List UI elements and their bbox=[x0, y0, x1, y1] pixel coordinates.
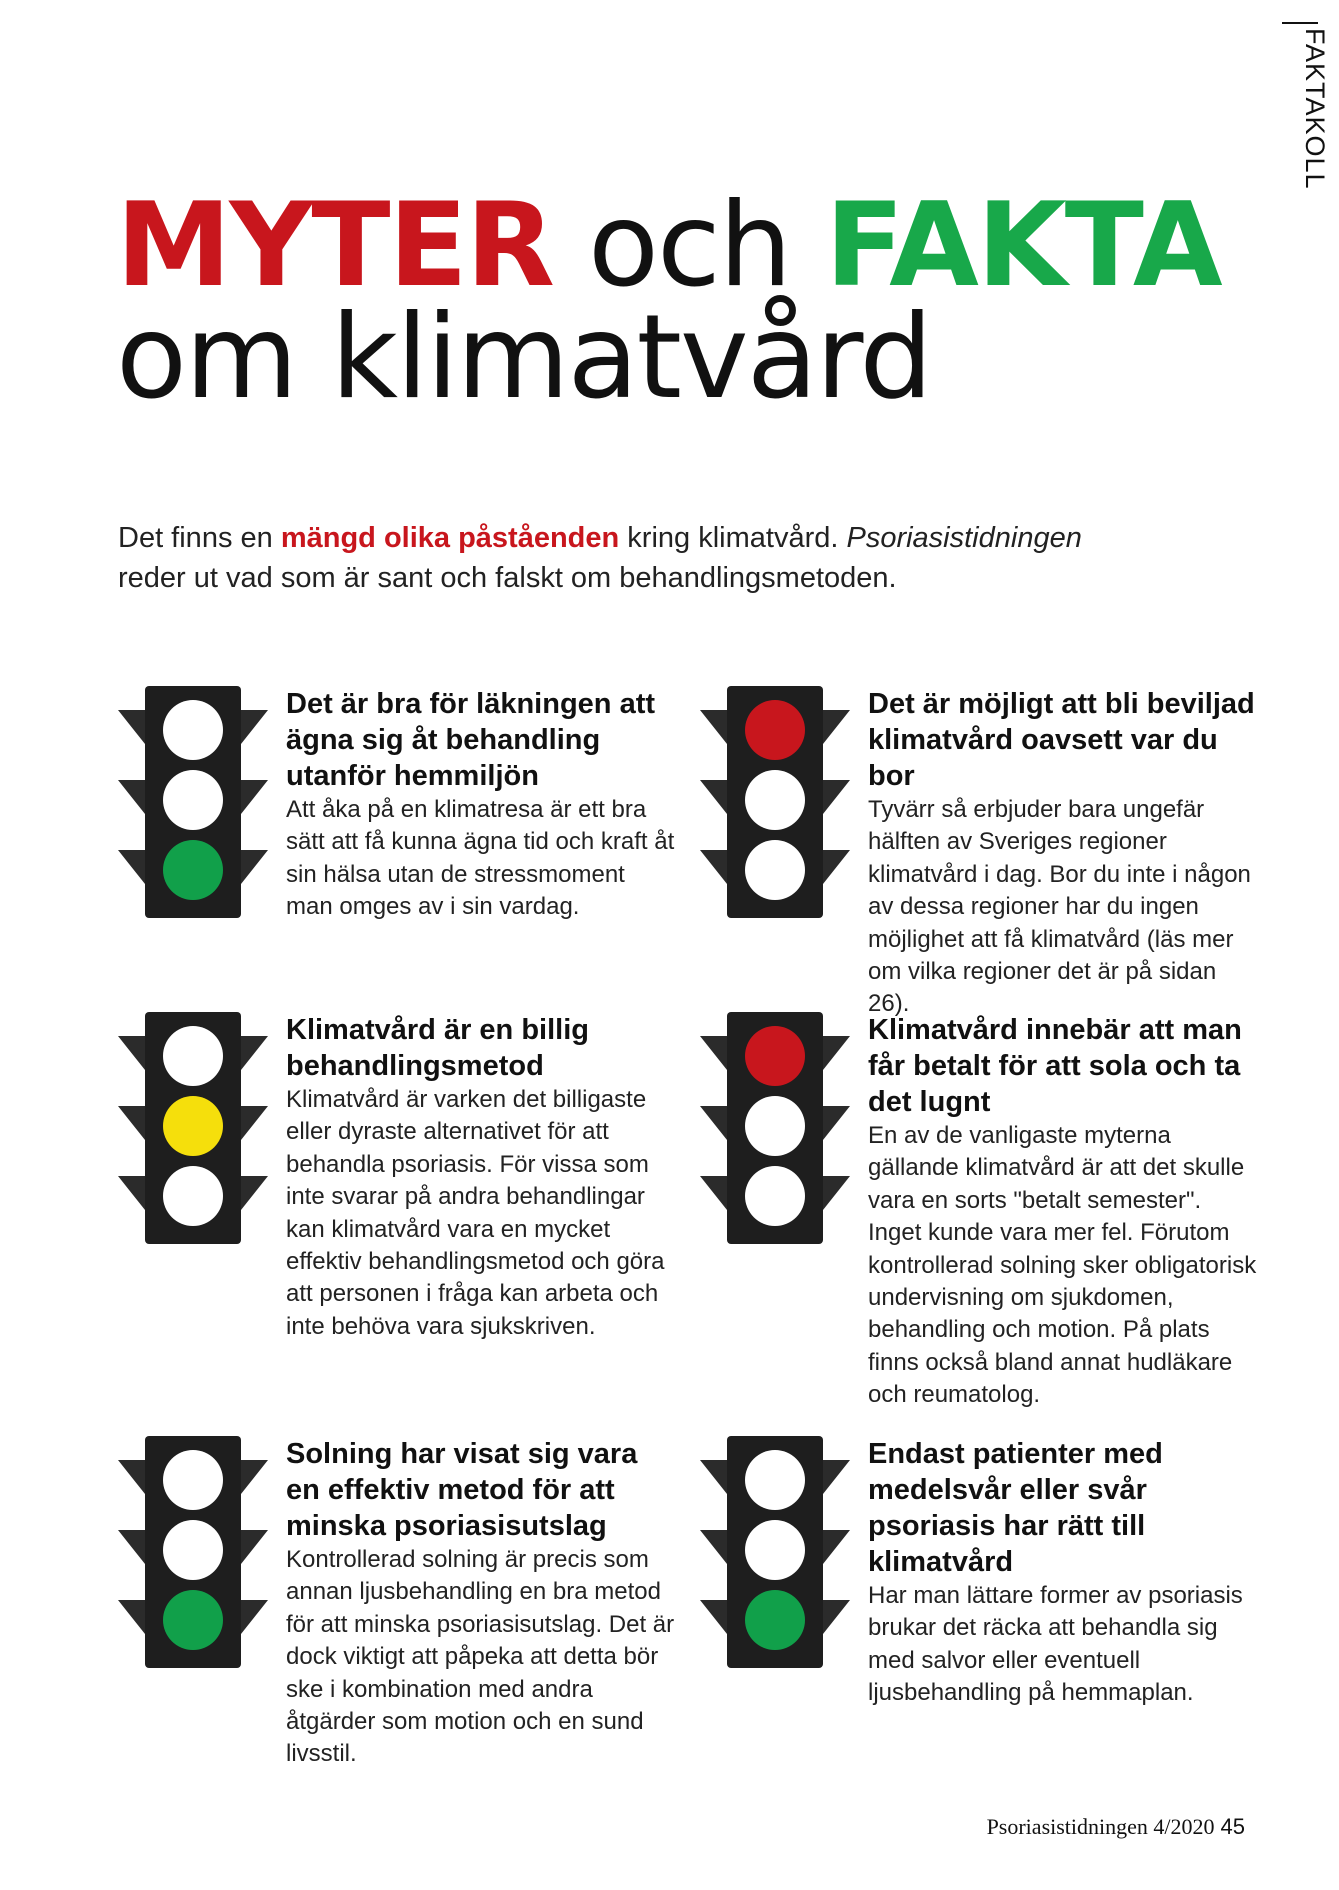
lamp-top bbox=[163, 700, 223, 760]
page-title bbox=[116, 178, 1221, 425]
card-heading: Solning har visat sig vara en effektiv metod för att minska psoriasisutslag bbox=[286, 1438, 638, 1542]
traffic-light-icon bbox=[118, 1436, 268, 1668]
lamp-bottom bbox=[163, 1166, 223, 1226]
traffic-light-icon bbox=[700, 686, 850, 918]
title-myths: MYTER bbox=[116, 178, 554, 313]
intro-part-2: kring klimatvård. bbox=[619, 522, 847, 554]
card-body: Att åka på en klimatresa är ett bra sätt att få kunna ägna tid och kraft åt sin hälsa utan de stressmoment man omges av i sin vardag. bbox=[286, 796, 675, 921]
lamp-middle bbox=[745, 770, 805, 830]
card-body: En av de vanligaste myterna gällande klimatvård är att det skulle vara en sorts "betalt semester". Inget kunde vara mer fel. Förutom kontrollerad solning sker obligatorisk undervisning om sjukdomen, behandling och motion. På plats finns också bland annat hudläkare och reumatolog. bbox=[868, 1122, 1257, 1409]
lamp-red-lit bbox=[745, 700, 805, 760]
card-body: Klimatvård är varken det billigaste eller dyraste alternativet för att behandla psoriasis. För vissa som inte svarar på andra behandlingar kan klimatvård vara en mycket effektiv behandlingsmetod och göra att personen i fråga kan arbeta och inte behöva vara sjukskriven. bbox=[286, 1086, 665, 1340]
intro-paragraph bbox=[118, 518, 1118, 598]
section-tab bbox=[1282, 22, 1330, 192]
title-line-2: om klimatvård bbox=[116, 290, 932, 425]
lamp-top bbox=[745, 1450, 805, 1510]
card-heading: Det är möjligt att bli beviljad klimatvård oavsett var du bor bbox=[868, 688, 1255, 792]
lamp-bottom bbox=[745, 840, 805, 900]
card-heading: Klimatvård innebär att man får betalt för att sola och ta det lugnt bbox=[868, 1014, 1242, 1118]
section-label: FAKTAKOLL bbox=[1300, 28, 1330, 190]
intro-highlight: mängd olika påståenden bbox=[280, 522, 620, 554]
intro-publication: Psoriasistidningen bbox=[846, 522, 1082, 554]
traffic-light-icon bbox=[118, 686, 268, 918]
lamp-green-lit bbox=[163, 1590, 223, 1650]
card-heading: Det är bra för läkningen att ägna sig åt behandling utanför hemmiljön bbox=[286, 688, 656, 792]
traffic-light-icon bbox=[700, 1012, 850, 1244]
title-facts: FAKTA bbox=[825, 178, 1221, 313]
page-footer bbox=[987, 1814, 1245, 1840]
traffic-light-icon bbox=[118, 1012, 268, 1244]
lamp-green-lit bbox=[745, 1590, 805, 1650]
lamp-top bbox=[163, 1026, 223, 1086]
card-heading: Klimatvård är en billig behandlingsmetod bbox=[286, 1014, 589, 1082]
lamp-top bbox=[163, 1450, 223, 1510]
card-body: Har man lättare former av psoriasis brukar det räcka att behandla sig med salvor eller eventuell ljusbehandling på hemmaplan. bbox=[868, 1582, 1243, 1707]
intro-part-1: Det finns en bbox=[118, 522, 281, 554]
lamp-green-lit bbox=[163, 840, 223, 900]
lamp-middle bbox=[745, 1520, 805, 1580]
title-line-1 bbox=[116, 178, 1221, 313]
lamp-middle bbox=[163, 1520, 223, 1580]
traffic-light-icon bbox=[700, 1436, 850, 1668]
lamp-red-lit bbox=[745, 1026, 805, 1086]
lamp-middle bbox=[163, 770, 223, 830]
card-body: Tyvärr så erbjuder bara ungefär hälften av Sveriges regioner klimatvård i dag. Bor du inte i någon av dessa regioner har du ingen möjlighet att få klimatvård (läs mer om vilka regioner det är på sidan 26). bbox=[868, 796, 1251, 1018]
title-and: och bbox=[588, 178, 791, 313]
footer-publication: Psoriasistidningen 4/2020 bbox=[986, 1814, 1215, 1839]
lamp-yellow-lit bbox=[163, 1096, 223, 1156]
card-heading: Endast patienter med medelsvår eller svår psoriasis har rätt till klimatvård bbox=[868, 1438, 1163, 1578]
lamp-middle bbox=[745, 1096, 805, 1156]
intro-part-3: reder ut vad som är sant och falskt om behandlingsmetoden. bbox=[118, 562, 897, 594]
section-tab-rule bbox=[1282, 22, 1318, 24]
page-number: 45 bbox=[1220, 1814, 1245, 1839]
lamp-bottom bbox=[745, 1166, 805, 1226]
card-body: Kontrollerad solning är precis som annan ljusbehandling en bra metod för att minska psoriasisutslag. Det är dock viktigt att påpeka att detta bör ske i kombination med andra åtgärder som motion och en sund livsstil. bbox=[286, 1546, 675, 1768]
